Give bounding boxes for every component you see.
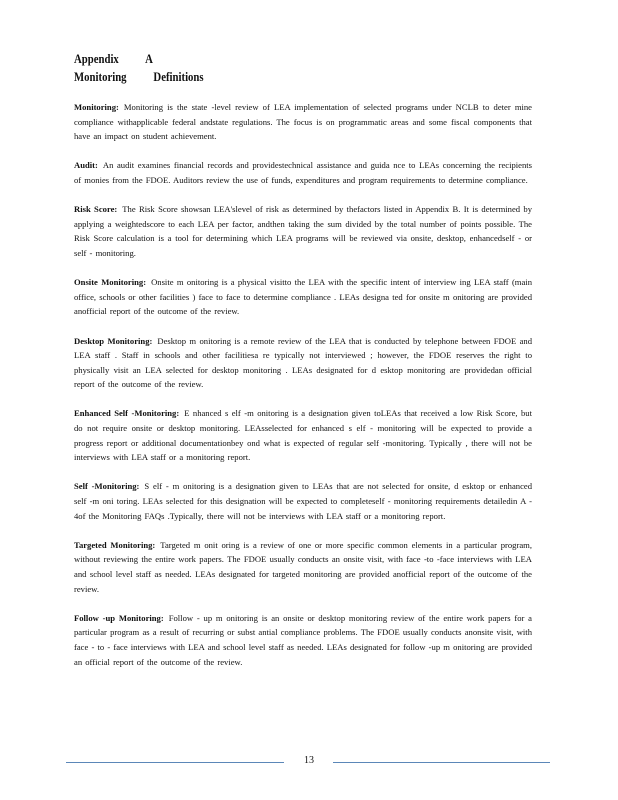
- definition-term: Enhanced Self -Monitoring:: [74, 408, 180, 419]
- definition-text: Monitoring is the state -level review of LEA implementation of selected programs under NCLB to deter mine compliance withapplicable federal andstate regulations. The focus is on programmatic areas and some fiscal components that have an impact on student achievement.: [74, 102, 532, 142]
- definition-term: Self -Monitoring:: [74, 481, 140, 492]
- definition-term: Audit:: [74, 160, 98, 171]
- definition-term: Desktop Monitoring:: [74, 335, 153, 346]
- definition-term: Risk Score:: [74, 204, 118, 215]
- definition-enhanced-self-monitoring: [74, 406, 532, 464]
- definition-term: Follow -up Monitoring:: [74, 612, 164, 623]
- definition-monitoring: [74, 100, 532, 144]
- definition-term: Targeted Monitoring:: [74, 539, 156, 550]
- definition-text: E nhanced s elf -m onitoring is a designation given toLEAs that received a low Risk Score, but do not require onsite or desktop monitoring. LEAsselected for enhanced s elf - monitoring will be expected to provide a progress report or additional documentationbey ond what is expected of regular self -monitoring. Typically , there will not be interviews with LEA staff or a monitoring report.: [74, 408, 532, 463]
- definition-term: Onsite Monitoring:: [74, 277, 147, 288]
- definition-onsite-monitoring: [74, 275, 532, 319]
- definition-self-monitoring: [74, 479, 532, 523]
- definition-risk-score: [74, 202, 532, 260]
- definition-desktop-monitoring: [74, 334, 532, 392]
- definition-audit: [74, 158, 532, 187]
- definition-text: S elf - m onitoring is a designation given to LEAs that are not selected for onsite, d esktop or enhanced self -m oni toring. LEAs selected for this designation will be expected to completeself - monitoring requirements detailedin A - 4of the Monitoring FAQs .Typically, there will not be interviews with LEA staff or a monitoring report.: [74, 481, 532, 521]
- definition-term: Monitoring:: [74, 102, 119, 112]
- definition-text: Follow - up m onitoring is an onsite or desktop monitoring review of the entire work papers for a particular program as a result of recurring or subst antial compliance problems. The FDOE usually conducts anonsite visit, with face - to - face interviews with LEA and school level staff as needed. LEAs designated for follow -up m onitoring are provided an official report of the outcome of the review.: [74, 612, 532, 667]
- page-number: 13: [304, 755, 314, 766]
- definition-text: An audit examines financial records and providestechnical assistance and guida nce to LEAs concerning the recipients of monies from the FDOE. Auditors review the use of funds, expenditures and program requirements to determine compliance.: [74, 160, 532, 185]
- footer-rule-right: [333, 762, 550, 763]
- definition-text: Targeted m onit oring is a review of one or more specific common elements in a particular program, without reviewing the entire work papers. The FDOE usually conducts an onsite visit, with face -to -face interviews with LEA and school level staff as needed. LEAs designated for targeted monitoring are provided anofficial report of the outcome of the review.: [74, 539, 532, 594]
- appendix-title: Appendix A: [74, 52, 153, 66]
- definition-targeted-monitoring: [74, 538, 532, 596]
- footer-rule-left: [66, 762, 284, 763]
- definition-text: Onsite m onitoring is a physical visitto the LEA with the specific intent of interview ing LEA staff (main office, schools or other facilities ) face to face to determine compliance . LEAs designa ted for onsite m onitoring are provided anofficial report of the outcome of the review.: [74, 277, 532, 317]
- definition-follow-up-monitoring: [74, 611, 532, 669]
- definition-text: Desktop m onitoring is a remote review of the LEA that is conducted by telephone between FDOE and LEA staff . Staff in schools and other facilitiesa re typically not interviewed ; however, the FDOE reserves the right to physically visit an LEA selected for desktop monitoring . LEAs designated for d esktop monitoring are providedan official report of the outcome of the review.: [74, 335, 532, 390]
- definition-text: The Risk Score showsan LEA'slevel of risk as determined by thefactors listed in Appendix B. It is determined by applying a weightedscore to each LEA per factor, andthen taking the sum divided by the total number of points possible. The Risk Score calculation is a tool for determining which LEA programs will be reviewed via onsite, desktop, enhancedself - or self - monitoring.: [74, 204, 532, 258]
- section-title: Monitoring Definitions: [74, 70, 204, 84]
- definitions-list: [74, 100, 532, 669]
